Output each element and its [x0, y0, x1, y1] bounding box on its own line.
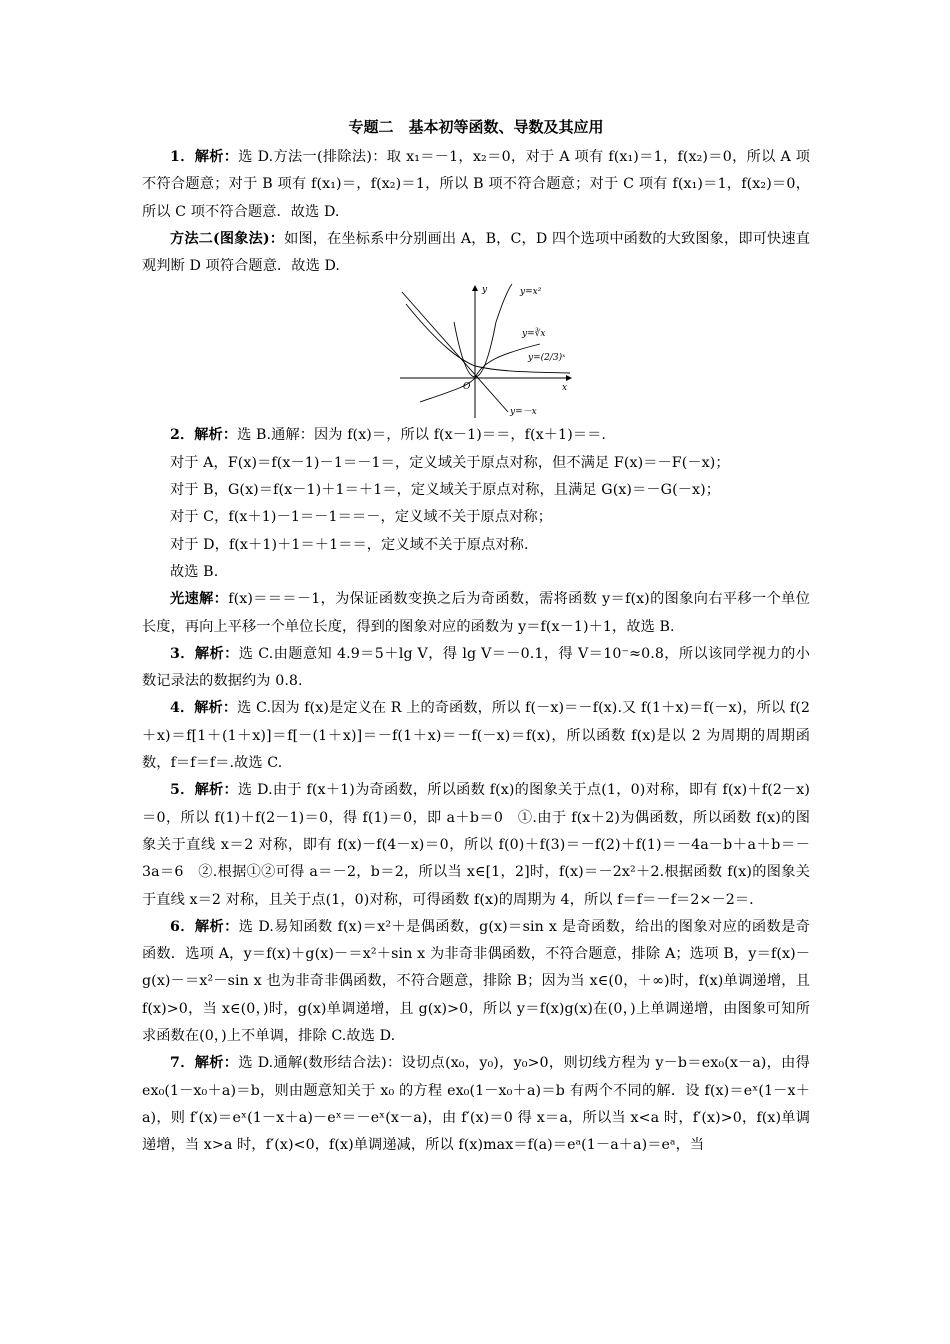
- y-axis-label: y: [482, 285, 488, 296]
- curve-cube-root-label: y=∛x: [522, 329, 546, 340]
- solution-2-text: 选 B.通解：因为 f(x)＝，所以 f(x－1)＝＝，f(x＋1)＝＝.: [237, 427, 607, 444]
- solution-7: [142, 1050, 810, 1159]
- solution-1-method-2: [142, 226, 810, 281]
- solution-5: [142, 777, 810, 913]
- solution-7-text: 选 D.通解(数形结合法)：设切点(x₀，y₀)，y₀>0，则切线方程为 y－b＝ex₀(x－a)，由得 ex₀(1－x₀＋a)＝b，则由题意知关于 x₀ 的方程 ex₀(1－x₀＋a)＝b 有两个不同的解．设 f(x)＝eˣ(1－x＋a)，则 f′(x)＝eˣ(1－x＋a)－eˣ＝－eˣ(x－a)，由 f′(x)＝0 得 x＝a，所以当 x<a 时，f′(x)>0，f(x)单调递增，当 x>a 时，f′(x)<0，f(x)单调递减，所以 f(x)max＝f(a)＝eᵃ(1－a＋a)＝eᵃ，当: [142, 1055, 810, 1154]
- solution-1-head: 1．解析：: [170, 149, 239, 165]
- solution-2-fast: [142, 586, 810, 641]
- solution-2-fast-head: 光速解：: [170, 591, 229, 608]
- curve-x-squared-upper: [496, 284, 512, 322]
- x-axis-label: x: [562, 383, 568, 394]
- solution-6-head: 6．解析：: [170, 918, 239, 935]
- solution-2-option-d: [142, 532, 810, 559]
- solution-3: [142, 641, 810, 696]
- curve-cube-root: [420, 344, 540, 402]
- page-title: 专题二 基本初等函数、导数及其应用: [348, 118, 604, 136]
- solution-2-option-d-text: 对于 D，f(x＋1)＋1＝＋1＝＝，定义域不关于原点对称.: [170, 536, 529, 553]
- solution-2-option-a: [142, 450, 810, 477]
- solution-4: [142, 695, 810, 777]
- solution-2-option-c: [142, 504, 810, 531]
- function-graph: [400, 282, 580, 418]
- solution-2-option-c-text: 对于 C，f(x＋1)－1＝－1＝＝－，定义域不关于原点对称；: [170, 509, 552, 526]
- solution-3-head: 3．解析：: [170, 645, 239, 662]
- solution-2-option-b-text: 对于 B，G(x)＝f(x－1)＋1＝＋1＝，定义域关于原点对称，且满足 G(x)＝－G(－x)；: [170, 482, 721, 499]
- x-axis-arrow: [566, 375, 572, 381]
- document-page: [142, 116, 810, 1160]
- function-graph-figure: [142, 282, 810, 418]
- solution-1-method-2-text: 如图，在坐标系中分别画出 A，B，C，D 四个选项中函数的大致图象，即可快速直观判断 D 项符合题意．故选 D.: [142, 230, 811, 275]
- solution-6-text: 选 D.易知函数 f(x)＝x²＋是偶函数，g(x)＝sin x 是奇函数，给出的图象对应的函数是奇函数．选项 A，y＝f(x)＋g(x)－＝x²＋sin x 为非奇非偶函数，不符合题意，排除 A；选项 B，y＝f(x)－g(x)－＝x²－sin x 也为非奇非偶函数，不符合题意，排除 B；因为当 x∈(0，＋∞)时，f(x)单调递增，且 f(x)>0，当 x∈(0，)时，g(x)单调递增，且 g(x)>0，所以 y＝f(x)g(x)在(0，)上单调递增，由图象可知所求函数在(0，)上不单调，排除 C.故选 D.: [142, 918, 811, 1045]
- solution-2-head: 2．解析：: [170, 427, 238, 444]
- curve-negative-x-label: y=－x: [510, 407, 537, 418]
- solution-2-conclusion-text: 故选 B.: [170, 563, 219, 580]
- solution-7-head: 7．解析：: [170, 1055, 239, 1072]
- solution-6: [142, 914, 810, 1050]
- origin-label: O: [463, 382, 471, 393]
- curve-exponential-label: y=(2/3)ˣ: [528, 353, 566, 364]
- solution-2: [142, 422, 810, 449]
- solution-2-fast-text: f(x)＝＝＝－1，为保证函数变换之后为奇函数，需将函数 y＝f(x)的图象向右平移一个单位长度，再向上平移一个单位长度，得到的图象对应的函数为 y＝f(x－1)＋1，故选 B.: [142, 591, 810, 635]
- curve-x-squared-label: y=x²: [520, 287, 542, 298]
- solution-5-text: 选 D.由于 f(x＋1)为奇函数，所以函数 f(x)的图象关于点(1，0)对称，即有 f(x)＋f(2－x)＝0，所以 f(1)＋f(2－1)＝0，得 f(1)＝0，即 a＋b＝0 ①.由于 f(x＋2)为偶函数，所以函数 f(x)的图象关于直线 x＝2 对称，即有 f(x)－f(4－x)＝0，所以 f(0)＋f(3)＝－f(2)＋f(1)＝－4a－b＋a＋b＝－3a＝6 ②.根据①②可得 a＝－2，b＝2，所以当 x∈[1，2]时，f(x)＝－2x²＋2.根据函数 f(x)的图象关于直线 x＝2 对称，且关于点(1，0)对称，可得函数 f(x)的周期为 4，所以 f＝f＝－f＝2×－2＝.: [142, 782, 810, 908]
- solution-1-method-2-head: 方法二(图象法)：: [170, 230, 285, 247]
- solution-1-text: 选 D.方法一(排除法)：取 x₁＝－1，x₂＝0，对于 A 项有 f(x₁)＝1，f(x₂)＝0，所以 A 项不符合题意；对于 B 项有 f(x₁)＝，f(x₂)＝1，所以 B 项不符合题意；对于 C 项有 f(x₁)＝1，f(x₂)＝0，所以 C 项不符合题意．故选 D.: [142, 149, 810, 220]
- y-axis-arrow: [472, 285, 478, 291]
- curve-negative-x: [402, 292, 508, 412]
- solution-5-head: 5．解析：: [170, 782, 238, 799]
- solution-4-head: 4．解析：: [170, 700, 238, 717]
- solution-3-text: 选 C.由题意知 4.9＝5＋lg V，得 lg V＝－0.1，得 V＝10⁻≈0.8，所以该同学视力的小数记录法的数据约为 0.8.: [142, 645, 811, 690]
- solution-2-conclusion: [142, 559, 810, 586]
- solution-4-text: 选 C.因为 f(x)是定义在 R 上的奇函数，所以 f(－x)＝－f(x).又 f(1＋x)＝f(－x)，所以 f(2＋x)＝f[1＋(1＋x)]＝f[－(1＋x)]＝－f(1＋x)＝－f(－x)＝f(x)，所以函数 f(x)是以 2 为周期的周期函数，f＝f＝f＝.故选 C.: [142, 700, 810, 772]
- solution-1: [142, 144, 810, 226]
- solution-2-option-a-text: 对于 A，F(x)＝f(x－1)－1＝－1＝，定义域关于原点对称，但不满足 F(x)＝－F(－x)；: [170, 454, 730, 471]
- solution-2-option-b: [142, 477, 810, 504]
